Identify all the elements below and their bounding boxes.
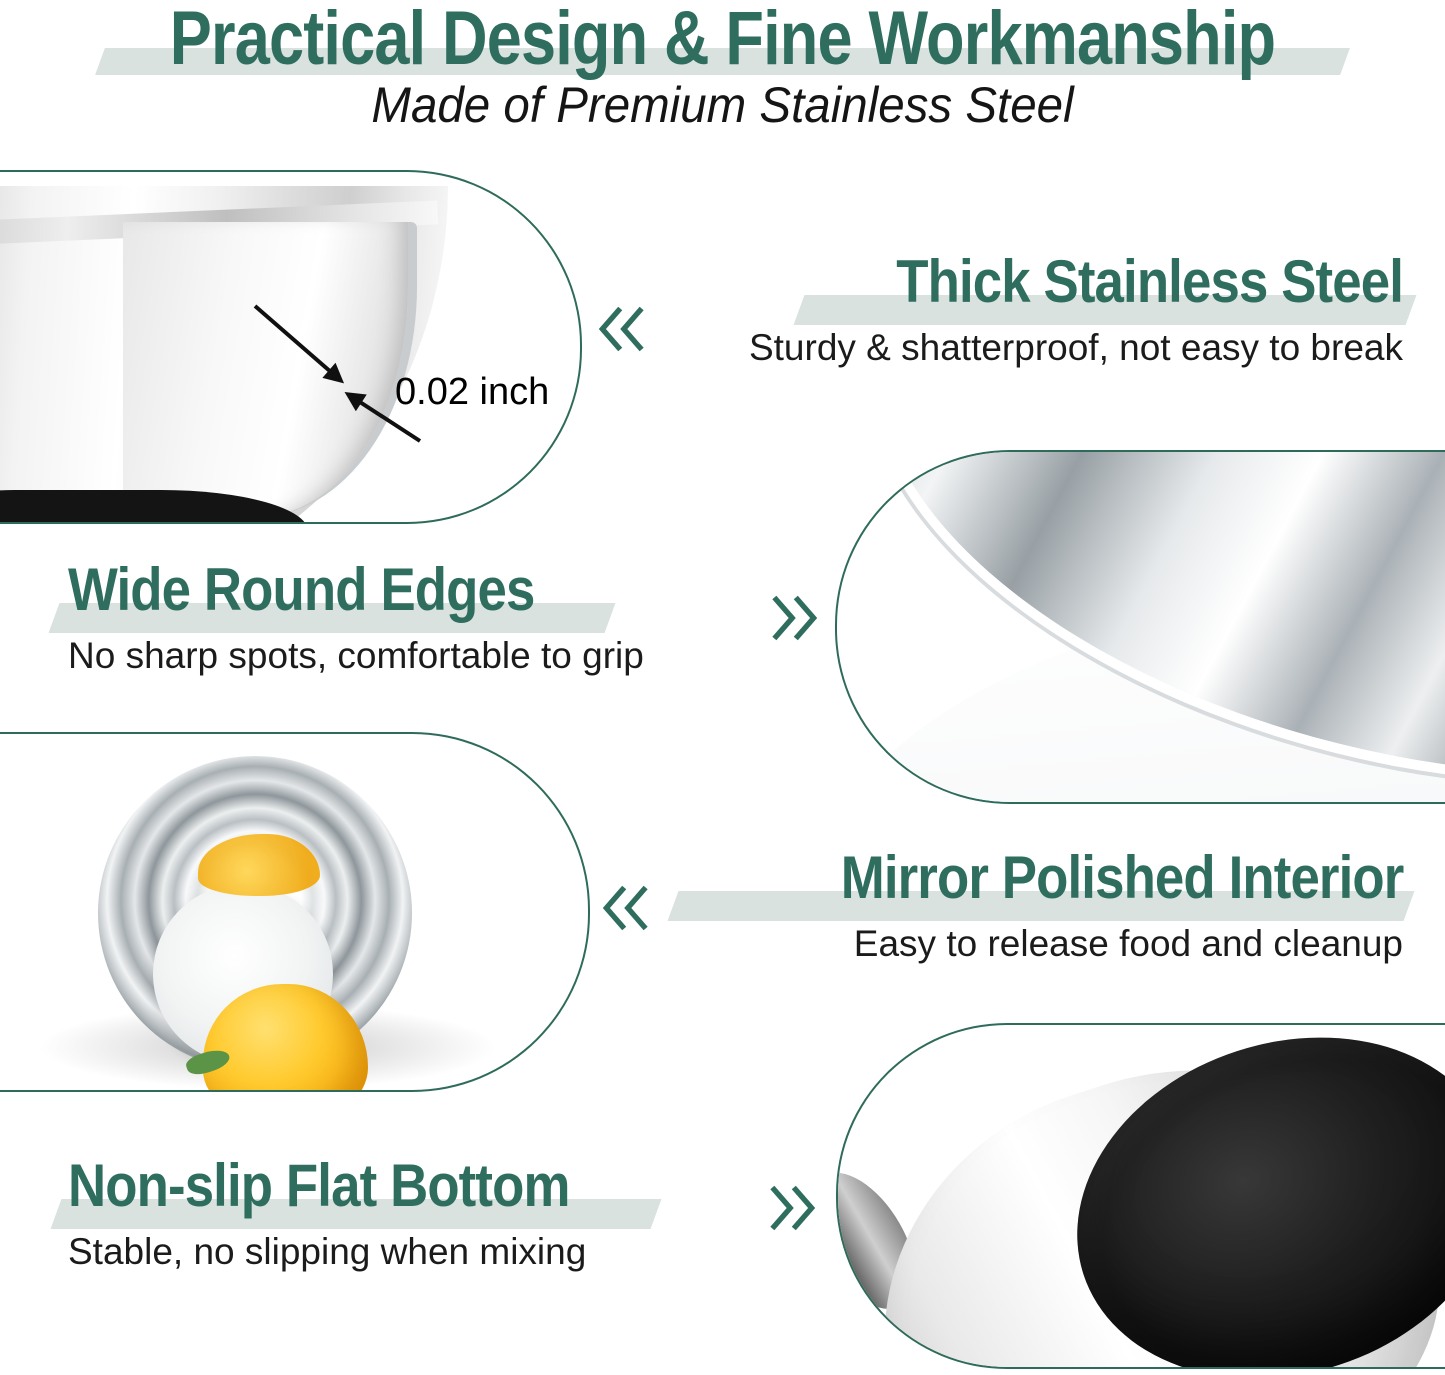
thickness-label: 0.02 inch <box>395 371 550 413</box>
feature-mirror-polished-interior <box>764 844 1403 964</box>
feature-description: No sharp spots, comfortable to grip <box>68 635 644 676</box>
feature-description: Sturdy & shatterproof, not easy to break <box>748 327 1403 368</box>
feature-description: Easy to release food and cleanup <box>853 923 1403 964</box>
header <box>0 0 1445 81</box>
feature-description: Stable, no slipping when mixing <box>68 1231 587 1272</box>
photo-card-thickness <box>0 170 582 524</box>
chevron-double-left-icon <box>597 305 647 353</box>
feature-wide-round-edges <box>68 556 644 676</box>
feature-title: Wide Round Edges <box>68 556 535 623</box>
photo-card-interior <box>835 450 1445 804</box>
chevron-double-right-icon <box>767 1184 817 1232</box>
bowl-cut-face <box>123 222 417 517</box>
page-subtitle: Made of Premium Stainless Steel <box>371 77 1074 133</box>
feature-title: Thick Stainless Steel <box>896 248 1403 315</box>
feature-thick-stainless-steel <box>748 248 1403 368</box>
chevron-double-right-icon <box>769 594 819 642</box>
feature-title: Mirror Polished Interior <box>840 844 1403 911</box>
feature-title: Non-slip Flat Bottom <box>68 1152 570 1219</box>
photo-card-bottom <box>836 1023 1445 1369</box>
feature-non-slip-flat-bottom <box>68 1152 638 1272</box>
page-title: Practical Design & Fine Workmanship <box>169 0 1276 81</box>
photo-card-topview <box>0 732 590 1092</box>
chevron-double-left-icon <box>601 884 651 932</box>
